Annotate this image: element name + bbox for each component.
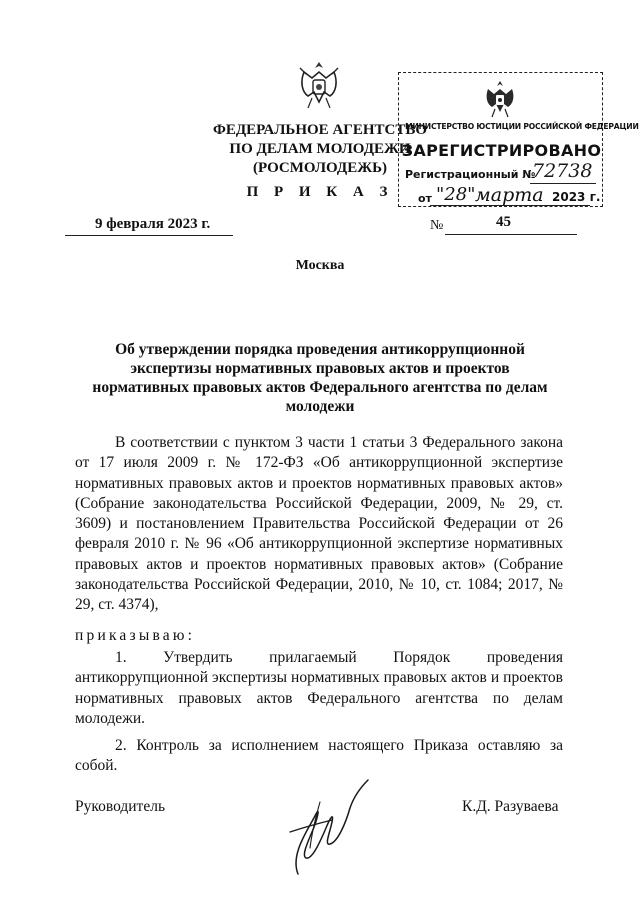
stamp-registration-number: 72738 xyxy=(532,160,593,182)
stamp-date-day: "28" xyxy=(436,184,476,205)
order-item-2: 2. Контроль за исполнением настоящего Приказа оставляю за собой. xyxy=(75,737,563,775)
order-directive-word: приказываю: xyxy=(75,627,196,644)
date-underline xyxy=(65,235,233,236)
signer-name: К.Д. Разуваева xyxy=(462,798,559,815)
coat-of-arms-emblem xyxy=(296,58,342,112)
city-name: Москва xyxy=(295,258,345,273)
document-subject-heading: Об утверждении порядка проведения антикоррупционной экспертизы нормативных правовых актов и проектов нормативных правовых актов Федерального агентства по делам молодежи xyxy=(92,341,548,415)
number-underline xyxy=(445,234,577,235)
agency-name-line2: ПО ДЕЛАМ МОЛОДЕЖИ xyxy=(229,141,411,157)
stamp-date-month: марта xyxy=(475,184,544,206)
stamp-date-underline xyxy=(430,205,590,206)
stamp-date-prefix: от xyxy=(418,192,432,205)
document-type-title: П Р И К А З xyxy=(246,184,394,200)
stamp-emblem-icon xyxy=(483,79,517,119)
order-number: 45 xyxy=(496,214,511,230)
stamp-ministry-text: МИНИСТЕРСТВО ЮСТИЦИИ РОССИЙСКОЙ ФЕДЕРАЦИИ xyxy=(405,122,639,131)
agency-name-line3: (РОСМОЛОДЕЖЬ) xyxy=(253,160,387,176)
preamble-paragraph: В соответствии с пунктом 3 части 1 статьи 3 Федерального закона от 17 июля 2009 г. № 172-ФЗ «Об антикоррупционной экспертизе нормативных правовых актов и проектов нормативных правовых актов» (Собрание законодательства Российской Федерации, 2009, № 29, ст. 3609) и постановлением Правительства Российской Федерации от 26 февраля 2010 г. № 96 «Об антикоррупционной экспертизе нормативных правовых актов и проектов нормативных правовых актов» (Собрание законодательства Российской Федерации, 2010, № 10, ст. 1084; 2017, № 29, ст. 4374), xyxy=(75,434,563,614)
number-sign: № xyxy=(430,218,444,233)
signer-position: Руководитель xyxy=(75,798,166,815)
stamp-registration-label: Регистрационный № xyxy=(405,168,536,181)
stamp-status-text: ЗАРЕГИСТРИРОВАНО xyxy=(401,141,602,160)
order-item-1: 1. Утвердить прилагаемый Порядок проведения антикоррупционной экспертизы нормативных правовых актов и проектов нормативных правовых актов Федерального агентства по делам молодежи. xyxy=(75,649,563,727)
handwritten-signature xyxy=(250,772,380,882)
order-date: 9 февраля 2023 г. xyxy=(95,216,211,232)
agency-name-line1: ФЕДЕРАЛЬНОЕ АГЕНТСТВО xyxy=(212,122,428,138)
stamp-date-year: 2023 г. xyxy=(552,190,601,204)
